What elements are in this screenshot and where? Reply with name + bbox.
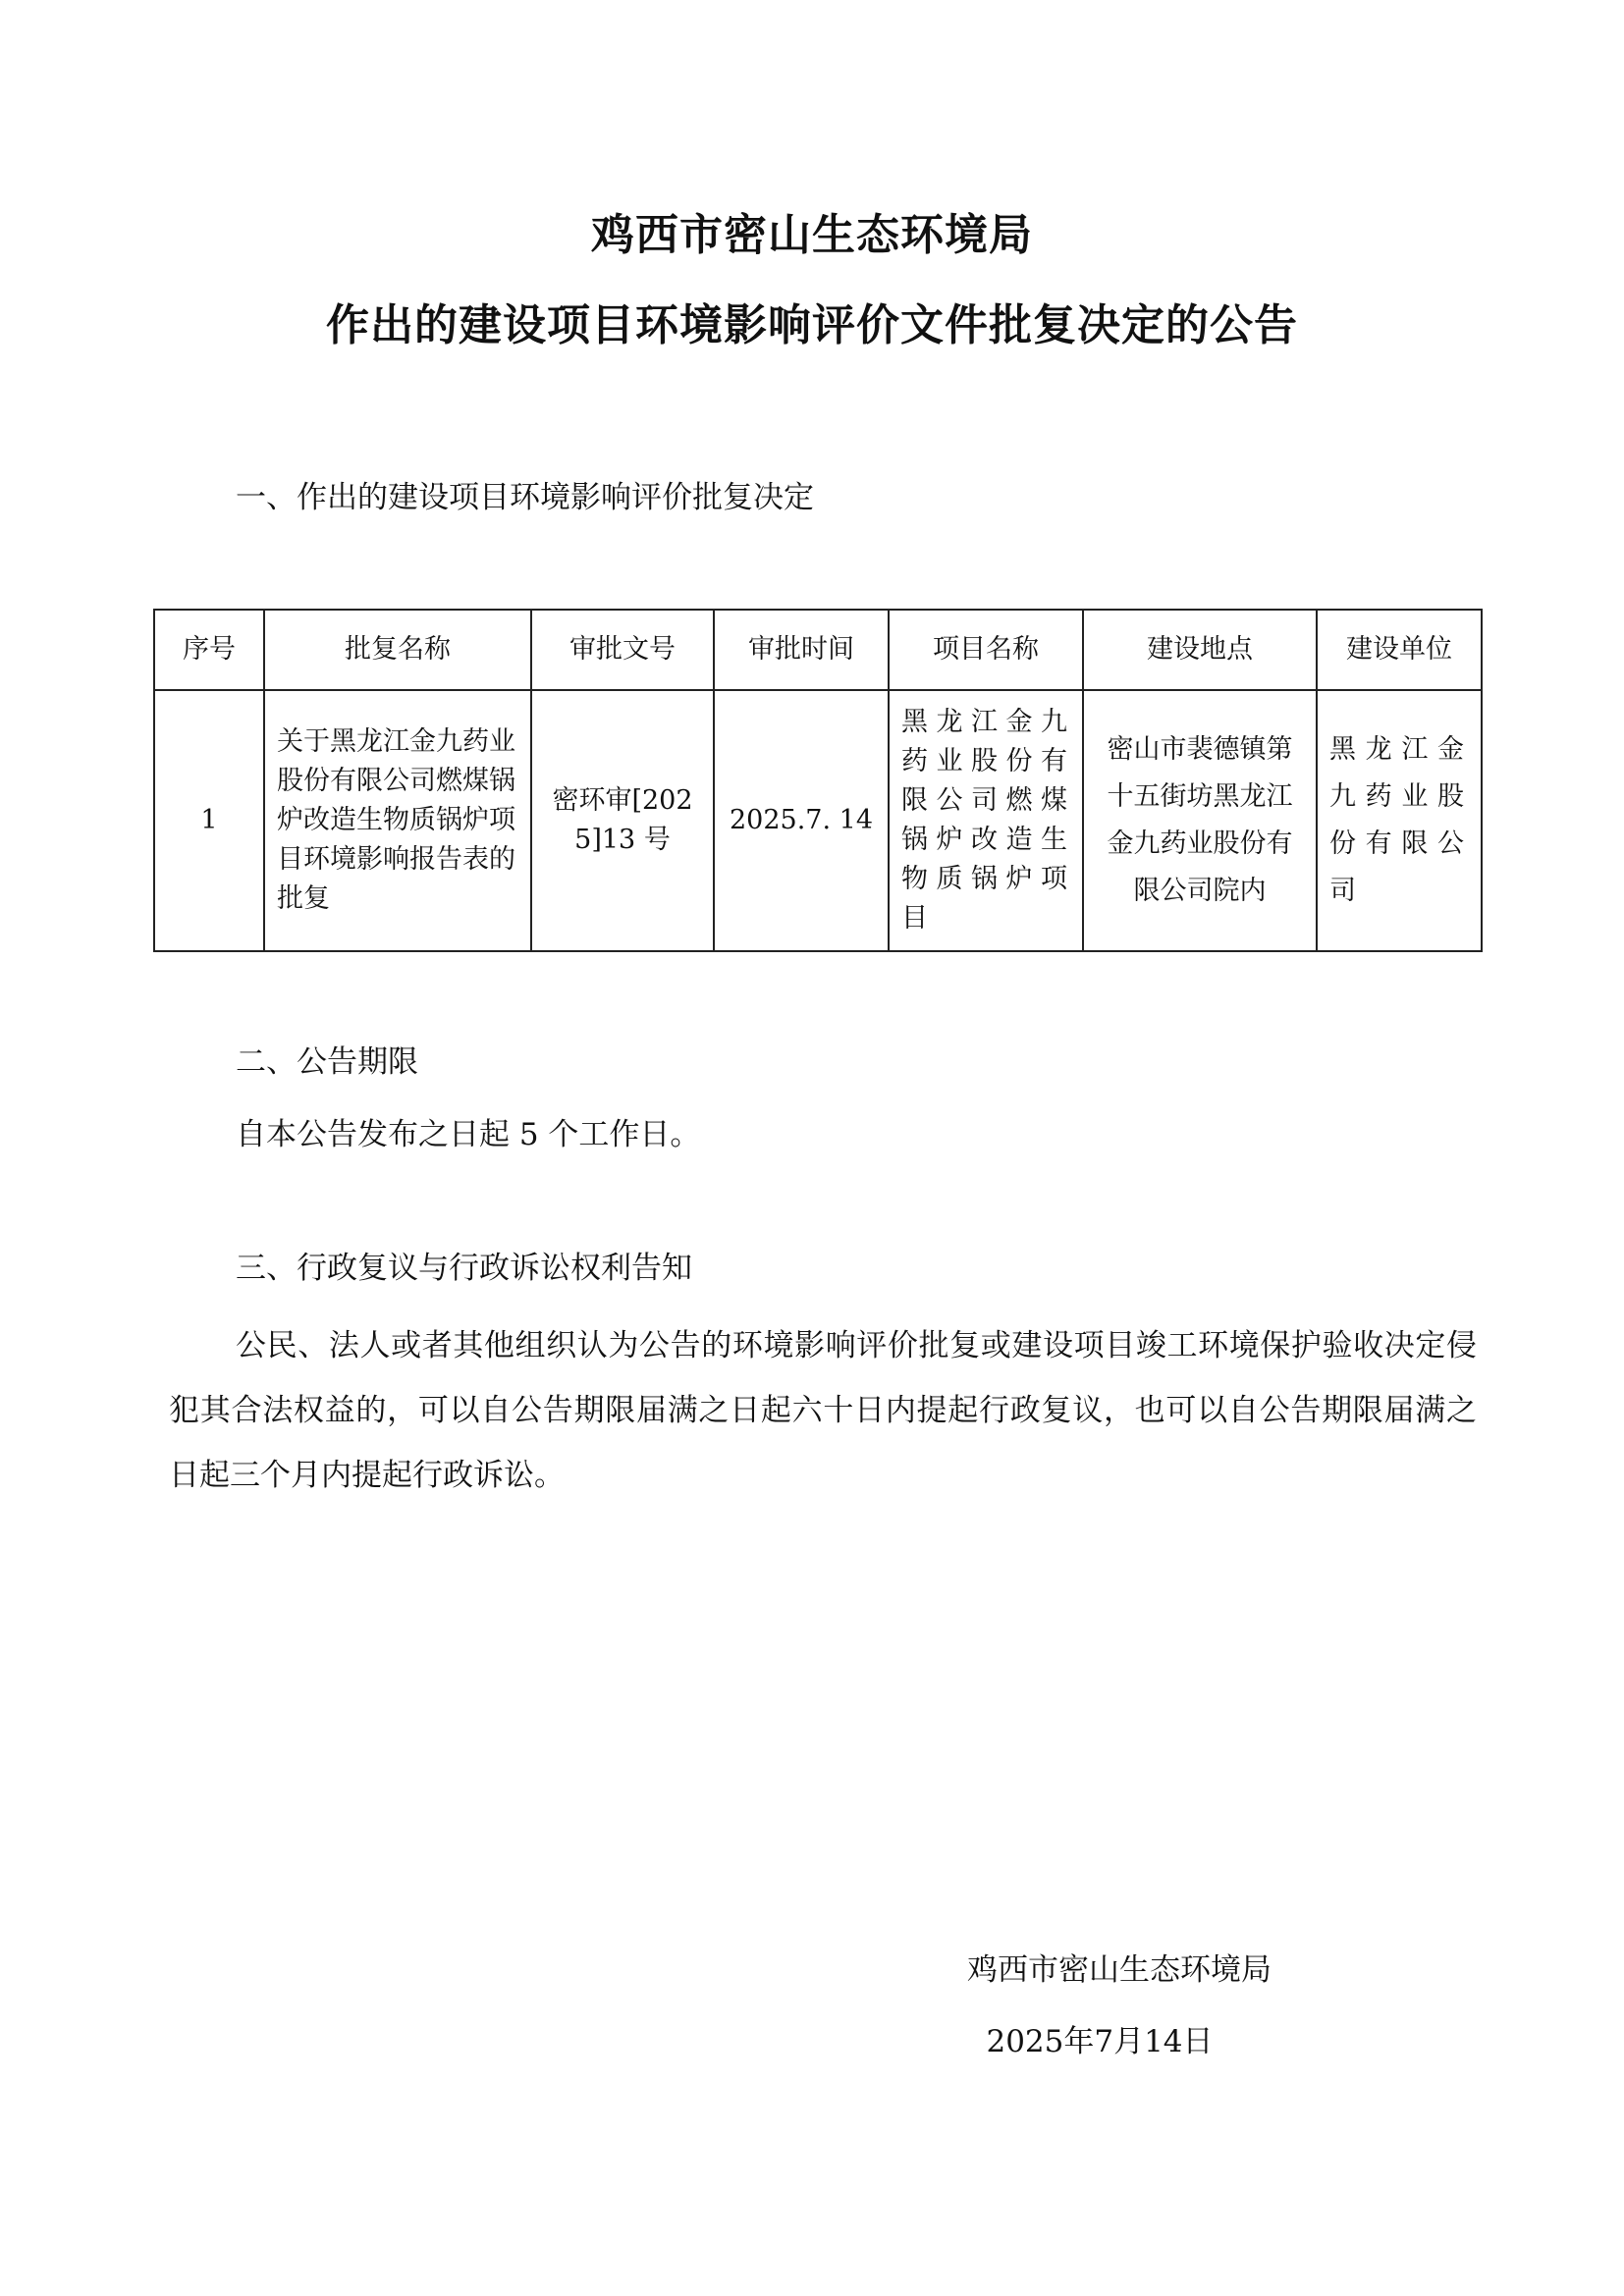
header-index: 序号 [154,610,264,690]
section-2-text: 自本公告发布之日起 5 个工作日。 [236,1117,701,1152]
cell-location: 密山市裴德镇第十五街坊黑龙江金九药业股份有限公司院内 [1083,690,1317,951]
header-project-name: 项目名称 [889,610,1083,690]
cell-unit: 黑龙江金九药业股份有限公司 [1317,690,1482,951]
table-row [154,690,1482,951]
cell-project-name: 黑龙江金九药业股份有限公司燃煤锅炉改造生物质锅炉项目 [889,690,1083,951]
section-3-heading: 三、行政复议与行政诉讼权利告知 [236,1251,692,1286]
page-title-line-1: 鸡西市密山生态环境局 [591,210,1033,260]
header-approval-name: 批复名称 [264,610,531,690]
header-unit: 建设单位 [1317,610,1482,690]
table-header-row [154,610,1482,690]
section-2-heading: 二、公告期限 [236,1044,418,1080]
section-3-text: 公民、法人或者其他组织认为公告的环境影响评价批复或建设项目竣工环境保护验收决定侵犯其合法权益的，可以自公告期限届满之日起六十日内提起行政复议，也可以自公告期限届满之日起三个月内提起行政诉讼。 [169,1328,1477,1493]
approval-table [153,609,1483,952]
header-location: 建设地点 [1083,610,1317,690]
cell-approval-name: 关于黑龙江金九药业股份有限公司燃煤锅炉改造生物质锅炉项目环境影响报告表的批复 [264,690,531,951]
page-title-line-2: 作出的建设项目环境影响评价文件批复决定的公告 [326,300,1298,350]
section-1-heading: 一、作出的建设项目环境影响评价批复决定 [236,480,814,515]
cell-approval-date: 2025.7. 14 [714,690,889,951]
cell-document-no: 密环审[2025]13 号 [531,690,714,951]
header-document-no: 审批文号 [531,610,714,690]
cell-index: 1 [154,690,264,951]
signature-organization: 鸡西市密山生态环境局 [967,1952,1272,1988]
signature-date: 2025年7月14日 [986,2024,1214,2059]
header-approval-date: 审批时间 [714,610,889,690]
